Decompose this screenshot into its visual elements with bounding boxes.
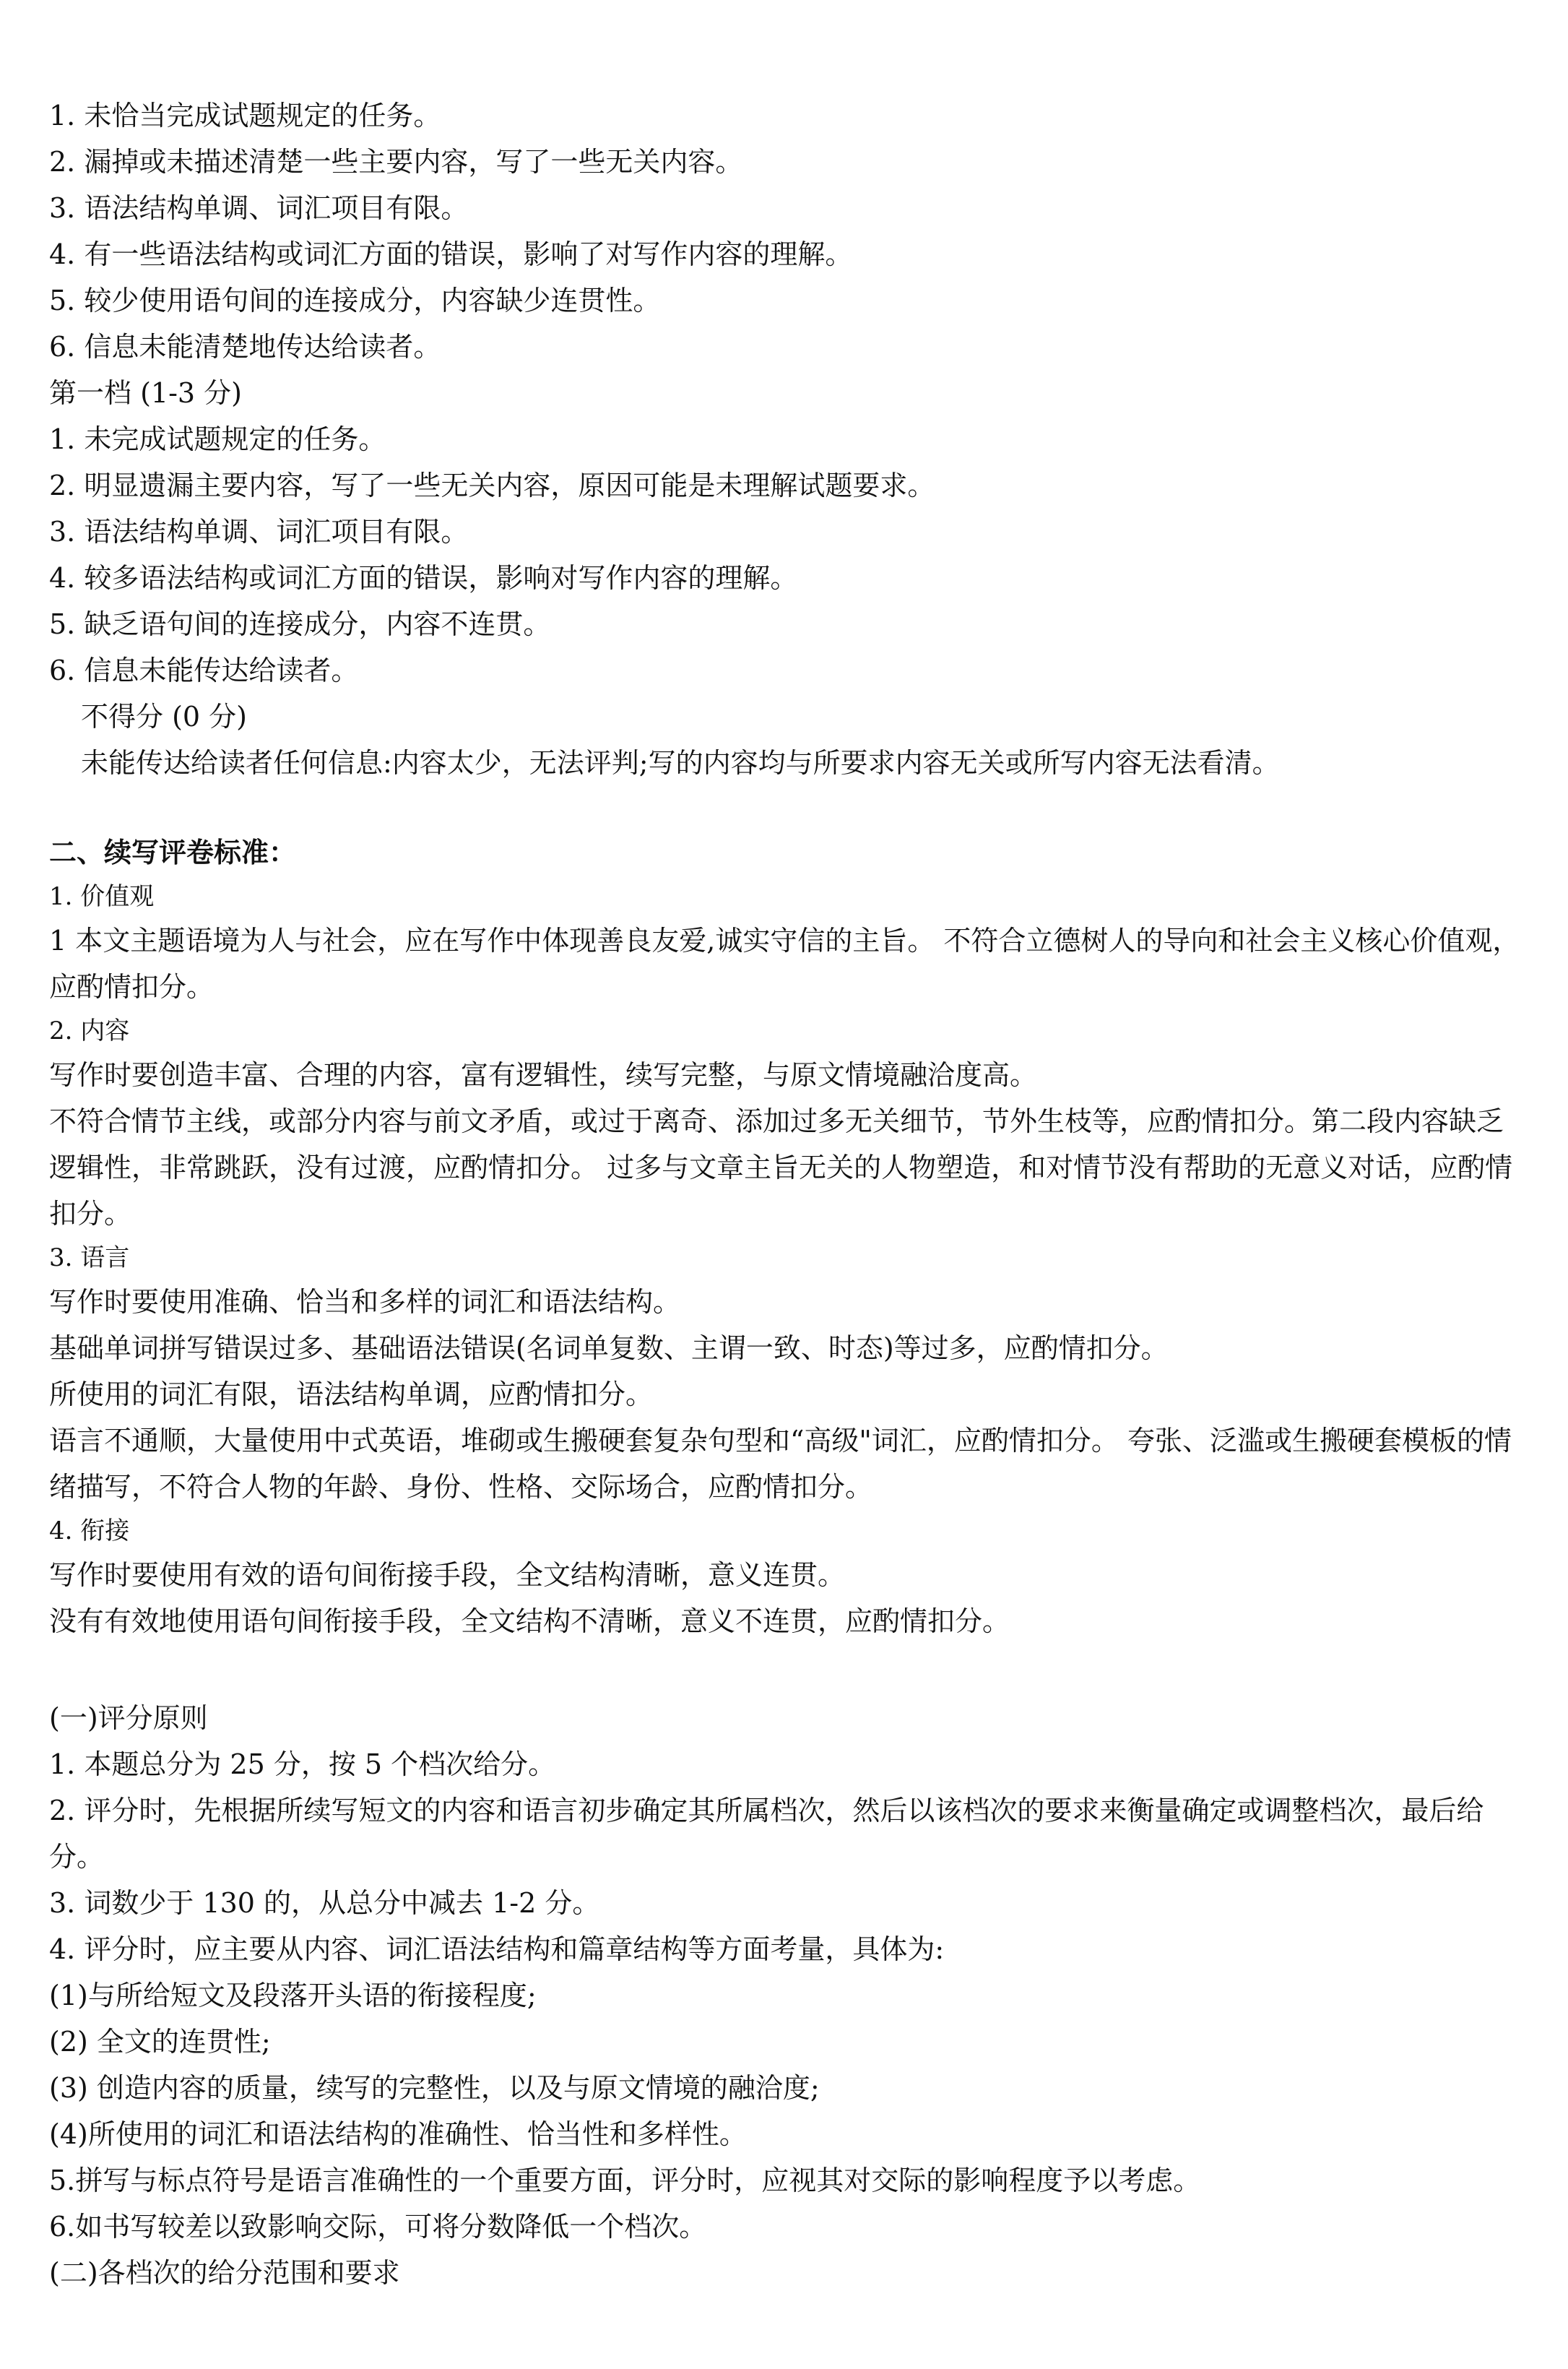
criterion-label-cohesion: 4. 衔接 [49,1516,130,1545]
sub-item: (2) 全文的连贯性; [49,2026,271,2058]
tier1-section [49,370,1522,694]
sub-item: (4)所使用的词汇和语法结构的准确性、恰当性和多样性。 [49,2118,747,2150]
list-item: 1. 未恰当完成试题规定的任务。 [49,100,441,131]
principles-title: (一)评分原则 [49,1702,208,1734]
list-item: 1. 未完成试题规定的任务。 [49,423,386,455]
criterion-text: 没有有效地使用语句间衔接手段，全文结构不清晰，意义不连贯，应酌情扣分。 [49,1605,1010,1637]
ranges-title: (二)各档次的给分范围和要求 [49,2257,400,2289]
list-item: 2. 明显遗漏主要内容，写了一些无关内容，原因可能是未理解试题要求。 [49,470,935,501]
sub-item: (1)与所给短文及段落开头语的衔接程度; [49,1980,537,2011]
zero-score-section [49,694,1522,786]
list-item: 6.如书写较差以致影响交际，可将分数降低一个档次。 [49,2211,707,2243]
list-item: 1. 本题总分为 25 分，按 5 个档次给分。 [49,1748,556,1780]
list-item: 5. 较少使用语句间的连接成分，内容缺少连贯性。 [49,285,661,316]
zero-score-text: 未能传达给读者任何信息:内容太少，无法评判;写的内容均与所要求内容无关或所写内容无法看清。 [81,747,1280,779]
list-item: 2. 评分时，先根据所续写短文的内容和语言初步确定其所属档次，然后以该档次的要求来衡量确定或调整档次，最后给分。 [49,1795,1484,1873]
criterion-text: 写作时要使用有效的语句间衔接手段，全文结构清晰，意义连贯。 [49,1559,846,1591]
list-item: 4. 较多语法结构或词汇方面的错误，影响对写作内容的理解。 [49,562,798,594]
list-item: 3. 语法结构单调、词汇项目有限。 [49,516,469,548]
section-heading: 二、续写评卷标准： [49,836,297,868]
scoring-principles-section [49,1695,1522,2296]
list-item: 5. 缺乏语句间的连接成分，内容不连贯。 [49,608,551,640]
tier1-title: 第一档 (1-3 分) [49,377,243,409]
criterion-label-values: 1. 价值观 [49,882,155,911]
continuation-criteria-section [49,829,1522,1644]
list-item: 6. 信息未能清楚地传达给读者。 [49,331,441,363]
criterion-text: 不符合情节主线，或部分内容与前文矛盾，或过于离奇、添加过多无关细节，节外生枝等，应酌情扣分。第二段内容缺乏逻辑性，非常跳跃，没有过渡，应酌情扣分。 过多与文章主旨无关的人物塑造，和对情节没有帮助的无意义对话，应酌情扣分。 [49,1105,1513,1230]
list-item: 4. 评分时，应主要从内容、词汇语法结构和篇章结构等方面考量，具体为: [49,1933,945,1965]
criterion-text: 所使用的词汇有限，语法结构单调，应酌情扣分。 [49,1378,654,1410]
list-item: 2. 漏掉或未描述清楚一些主要内容，写了一些无关内容。 [49,146,743,178]
list-item: 5.拼写与标点符号是语言准确性的一个重要方面，评分时，应视其对交际的影响程度予以考虑。 [49,2165,1201,2196]
sub-item: (3) 创造内容的质量，续写的完整性，以及与原文情境的融洽度; [49,2072,820,2104]
criterion-text: 语言不通顺，大量使用中式英语，堆砌或生搬硬套复杂句型和“高级"词汇，应酌情扣分。 夸张、泛滥或生搬硬套模板的情绪描写，不符合人物的年龄、身份、性格、交际场合，应酌情扣分。 [49,1425,1512,1503]
criterion-label-content: 2. 内容 [49,1017,130,1045]
criterion-text: 1 本文主题语境为人与社会，应在写作中体现善良友爱,诚实守信的主旨。 不符合立德树人的导向和社会主义核心价值观，应酌情扣分。 [49,925,1520,1003]
list-item: 4. 有一些语法结构或词汇方面的错误，影响了对写作内容的理解。 [49,238,853,270]
zero-score-title: 不得分 (0 分) [81,701,247,733]
criterion-text: 写作时要创造丰富、合理的内容，富有逻辑性，续写完整，与原文情境融洽度高。 [49,1059,1038,1091]
tier2-criteria-list [49,92,1522,370]
list-item: 3. 语法结构单调、词汇项目有限。 [49,192,469,224]
document-page [49,92,1522,2296]
criterion-text: 写作时要使用准确、恰当和多样的词汇和语法结构。 [49,1286,681,1318]
list-item: 3. 词数少于 130 的，从总分中减去 1-2 分。 [49,1887,600,1919]
criterion-text: 基础单词拼写错误过多、基础语法错误(名词单复数、主谓一致、时态)等过多，应酌情扣分。 [49,1332,1169,1364]
list-item: 6. 信息未能传达给读者。 [49,655,359,686]
criterion-label-language: 3. 语言 [49,1243,130,1272]
